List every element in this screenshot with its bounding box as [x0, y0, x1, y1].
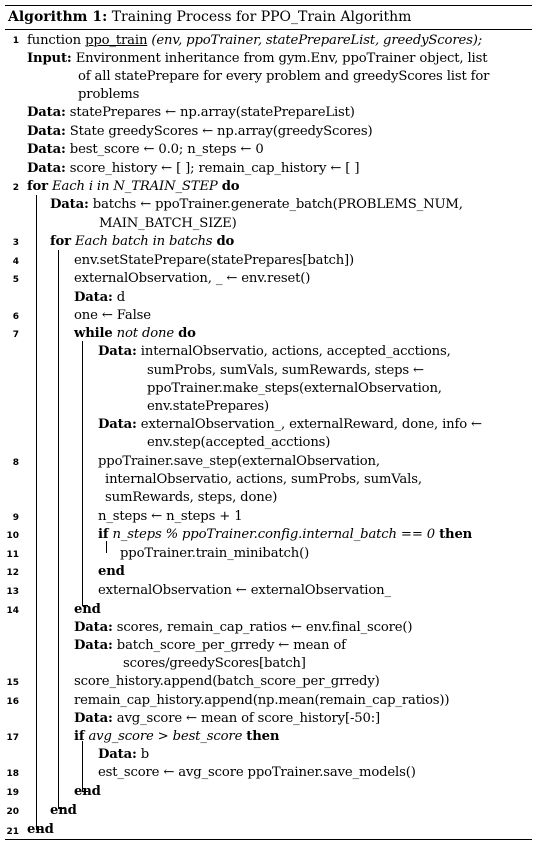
statement: est_score ← avg_score ppoTrainer.save_models()	[98, 765, 416, 780]
line-number: 11	[6, 550, 19, 560]
function-signature	[27, 32, 482, 50]
caption-rule	[5, 29, 532, 30]
statement-cont: sumRewards, steps, done)	[105, 490, 278, 505]
line-number: 2	[12, 183, 19, 193]
data-line-cont: MAIN_BATCH_SIZE)	[99, 216, 237, 231]
line-number: 19	[6, 788, 19, 798]
line-number: 21	[6, 827, 19, 837]
data-line-cont: sumProbs, sumVals, sumRewards, steps ←	[147, 363, 424, 378]
caption-label: Algorithm 1:	[8, 9, 108, 25]
line-number: 16	[6, 697, 19, 707]
end-keyword: end	[27, 822, 54, 837]
data-line: Data: statePrepares ← np.array(statePrepareList)	[27, 105, 355, 120]
statement: ppoTrainer.save_step(externalObservation,	[98, 454, 380, 469]
line-number: 15	[6, 678, 19, 688]
statement: score_history.append(batch_score_per_grredy)	[74, 674, 380, 689]
function-args: (env, ppoTrainer, statePrepareList, greedyScores);	[151, 33, 483, 48]
line-number: 7	[12, 330, 19, 340]
if-header: if n_steps % ppoTrainer.config.internal_batch == 0 then	[98, 527, 473, 542]
data-line: Data: score_history ← [ ]; remain_cap_history ← [ ]	[27, 161, 360, 176]
data-line-cont: env.statePrepares)	[147, 399, 270, 414]
line-number: 3	[12, 238, 19, 248]
data-line-cont: ppoTrainer.make_steps(externalObservation,	[147, 381, 442, 396]
line-number: 12	[6, 568, 19, 578]
top-rule	[5, 5, 532, 6]
data-line: Data: batch_score_per_grredy ← mean of	[74, 638, 346, 653]
end-keyword: end	[74, 602, 101, 617]
line-number: 6	[12, 312, 19, 322]
indent-guide-for-outer	[36, 195, 37, 830]
line-number: 13	[6, 587, 19, 597]
statement: one ← False	[74, 308, 151, 323]
algorithm-caption	[8, 9, 411, 25]
line-number: 18	[6, 769, 19, 779]
line-number: 5	[12, 275, 19, 285]
bottom-rule	[5, 839, 532, 840]
input-line-2: of all statePrepare for every problem and greedyScores list for	[78, 69, 490, 84]
line-number: 1	[12, 36, 19, 46]
line-number: 9	[12, 513, 19, 523]
data-line: Data: scores, remain_cap_ratios ← env.final_score()	[74, 620, 413, 635]
data-line: Data: batchs ← ppoTrainer.generate_batch(PROBLEMS_NUM,	[50, 197, 463, 212]
data-line-cont: env.step(accepted_acctions)	[147, 435, 331, 450]
line-number: 20	[6, 807, 19, 817]
data-line: Data: best_score ← 0.0; n_steps ← 0	[27, 142, 264, 157]
data-line: Data: b	[98, 747, 150, 762]
for-inner-header: for Each batch in batchs do	[50, 234, 235, 249]
algorithm-block	[5, 5, 532, 840]
data-line: Data: internalObservatio, actions, accepted_acctions,	[98, 344, 451, 359]
line-number: 14	[6, 606, 19, 616]
end-keyword: end	[74, 784, 101, 799]
input-line-1: Input: Environment inheritance from gym.Env, ppoTrainer object, list	[27, 51, 488, 66]
end-keyword: end	[98, 564, 125, 579]
end-keyword: end	[50, 803, 77, 818]
input-keyword: Input:	[27, 51, 72, 66]
line-number: 10	[6, 531, 19, 541]
while-header: while not done do	[74, 326, 196, 341]
data-line: Data: d	[74, 290, 126, 305]
function-name: ppo_train	[85, 33, 148, 48]
line-number: 8	[12, 458, 19, 468]
function-keyword: function	[27, 33, 82, 48]
indent-guide-while	[82, 341, 83, 606]
statement: externalObservation ← externalObservation_	[98, 583, 391, 598]
statement: ppoTrainer.train_minibatch()	[120, 546, 310, 561]
data-line: Data: externalObservation_, externalReward, done, info ←	[98, 417, 482, 432]
caption-title: Training Process for PPO_Train Algorithm	[111, 9, 412, 25]
indent-guide-for-inner	[58, 250, 59, 809]
statement: remain_cap_history.append(np.mean(remain_cap_ratios))	[74, 693, 450, 708]
line-number: 17	[6, 733, 19, 743]
data-line-cont: scores/greedyScores[batch]	[123, 656, 306, 671]
statement: externalObservation, _ ← env.reset()	[74, 271, 311, 286]
statement-cont: internalObservatio, actions, sumProbs, sumVals,	[105, 472, 422, 487]
input-line-3: problems	[78, 87, 140, 102]
data-line: Data: avg_score ← mean of score_history[-50:]	[74, 711, 381, 726]
for-outer-header: for Each i in N_TRAIN_STEP do	[27, 179, 240, 194]
statement: env.setStatePrepare(statePrepares[batch])	[74, 253, 355, 268]
statement: n_steps ← n_steps + 1	[98, 509, 243, 524]
line-number: 4	[12, 257, 19, 267]
if-header: if avg_score > best_score then	[74, 729, 280, 744]
data-line: Data: State greedyScores ← np.array(greedyScores)	[27, 124, 373, 139]
